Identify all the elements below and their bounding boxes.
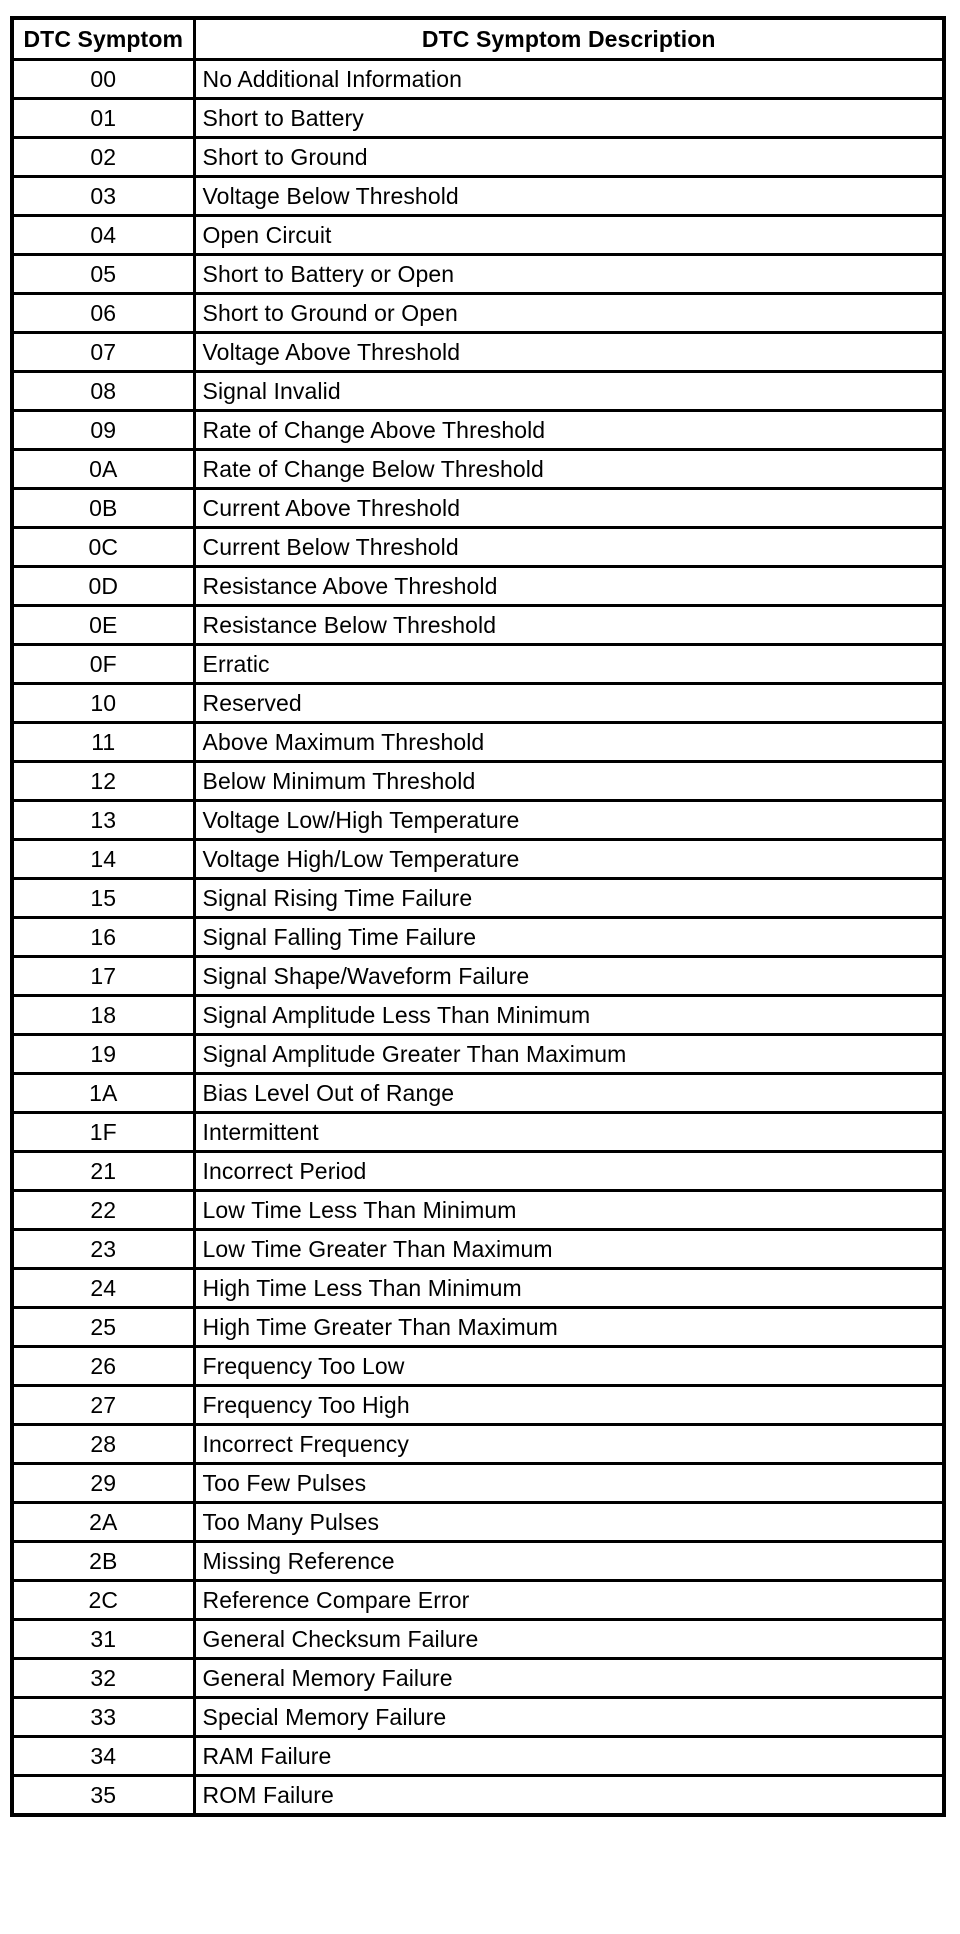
table-row (12, 216, 944, 255)
dtc-symptom-description: High Time Less Than Minimum (194, 1269, 944, 1308)
dtc-symptom-code: 03 (12, 177, 194, 216)
dtc-symptom-description: High Time Greater Than Maximum (194, 1308, 944, 1347)
table-row (12, 918, 944, 957)
table-row (12, 1776, 944, 1816)
dtc-symptom-code: 1A (12, 1074, 194, 1113)
dtc-symptom-code: 32 (12, 1659, 194, 1698)
dtc-symptom-code: 14 (12, 840, 194, 879)
dtc-symptom-code: 17 (12, 957, 194, 996)
dtc-symptom-code: 12 (12, 762, 194, 801)
table-row (12, 1074, 944, 1113)
table-row (12, 957, 944, 996)
dtc-symptom-description: RAM Failure (194, 1737, 944, 1776)
table-row (12, 411, 944, 450)
table-row (12, 1347, 944, 1386)
dtc-symptom-description: Signal Invalid (194, 372, 944, 411)
dtc-symptom-description: No Additional Information (194, 60, 944, 99)
table-body (12, 60, 944, 1816)
table-row (12, 1425, 944, 1464)
table-row (12, 450, 944, 489)
dtc-symptom-code: 27 (12, 1386, 194, 1425)
dtc-symptom-description: Below Minimum Threshold (194, 762, 944, 801)
dtc-symptom-description: Signal Falling Time Failure (194, 918, 944, 957)
dtc-symptom-description: Voltage Above Threshold (194, 333, 944, 372)
dtc-symptom-code: 31 (12, 1620, 194, 1659)
dtc-symptom-description: General Checksum Failure (194, 1620, 944, 1659)
dtc-symptom-description: Voltage High/Low Temperature (194, 840, 944, 879)
dtc-symptom-code: 06 (12, 294, 194, 333)
table-row (12, 1230, 944, 1269)
table-row (12, 60, 944, 99)
dtc-symptom-code: 22 (12, 1191, 194, 1230)
table-row (12, 1308, 944, 1347)
table-row (12, 1737, 944, 1776)
table-row (12, 489, 944, 528)
dtc-symptom-code: 15 (12, 879, 194, 918)
table-row (12, 138, 944, 177)
dtc-symptom-description: Short to Ground (194, 138, 944, 177)
dtc-symptom-description: Reserved (194, 684, 944, 723)
dtc-symptom-description: Bias Level Out of Range (194, 1074, 944, 1113)
dtc-symptom-code: 0A (12, 450, 194, 489)
table-row (12, 1698, 944, 1737)
dtc-symptom-code: 04 (12, 216, 194, 255)
dtc-symptom-code: 16 (12, 918, 194, 957)
table-row (12, 528, 944, 567)
table-row (12, 333, 944, 372)
table-row (12, 606, 944, 645)
dtc-symptom-code: 08 (12, 372, 194, 411)
dtc-symptom-description: General Memory Failure (194, 1659, 944, 1698)
dtc-symptom-description: Special Memory Failure (194, 1698, 944, 1737)
dtc-symptom-description: Above Maximum Threshold (194, 723, 944, 762)
header-dtc-symptom: DTC Symptom (12, 18, 194, 60)
dtc-symptom-code: 25 (12, 1308, 194, 1347)
table-row (12, 1620, 944, 1659)
table-row (12, 99, 944, 138)
table-row (12, 801, 944, 840)
dtc-symptom-code: 0C (12, 528, 194, 567)
dtc-symptom-description: Incorrect Frequency (194, 1425, 944, 1464)
dtc-symptom-description: Resistance Below Threshold (194, 606, 944, 645)
dtc-symptom-code: 07 (12, 333, 194, 372)
dtc-symptom-code: 1F (12, 1113, 194, 1152)
dtc-symptom-code: 09 (12, 411, 194, 450)
dtc-symptom-description: Short to Battery (194, 99, 944, 138)
table-row (12, 1464, 944, 1503)
dtc-symptom-description: Current Below Threshold (194, 528, 944, 567)
dtc-symptom-code: 0F (12, 645, 194, 684)
dtc-symptom-code: 23 (12, 1230, 194, 1269)
dtc-symptom-code: 00 (12, 60, 194, 99)
table-row (12, 294, 944, 333)
dtc-symptom-description: Too Many Pulses (194, 1503, 944, 1542)
dtc-symptom-description: Rate of Change Above Threshold (194, 411, 944, 450)
dtc-symptom-description: Short to Battery or Open (194, 255, 944, 294)
header-row (12, 18, 944, 60)
dtc-symptom-description: Too Few Pulses (194, 1464, 944, 1503)
dtc-symptom-code: 2B (12, 1542, 194, 1581)
table-row (12, 840, 944, 879)
dtc-symptom-code: 0D (12, 567, 194, 606)
dtc-symptom-code: 26 (12, 1347, 194, 1386)
table-row (12, 1035, 944, 1074)
dtc-symptom-code: 2C (12, 1581, 194, 1620)
dtc-symptom-description: Low Time Greater Than Maximum (194, 1230, 944, 1269)
table-row (12, 177, 944, 216)
dtc-symptom-description: Reference Compare Error (194, 1581, 944, 1620)
table-row (12, 1113, 944, 1152)
dtc-symptom-description: Signal Amplitude Greater Than Maximum (194, 1035, 944, 1074)
dtc-symptom-code: 02 (12, 138, 194, 177)
dtc-symptom-code: 10 (12, 684, 194, 723)
table-row (12, 372, 944, 411)
dtc-symptom-description: Current Above Threshold (194, 489, 944, 528)
dtc-symptom-description: Signal Shape/Waveform Failure (194, 957, 944, 996)
table-row (12, 723, 944, 762)
dtc-symptom-description: Intermittent (194, 1113, 944, 1152)
dtc-symptom-code: 11 (12, 723, 194, 762)
dtc-symptom-description: Voltage Low/High Temperature (194, 801, 944, 840)
table-row (12, 879, 944, 918)
table-row (12, 684, 944, 723)
dtc-symptom-code: 34 (12, 1737, 194, 1776)
dtc-symptom-description: Frequency Too Low (194, 1347, 944, 1386)
dtc-symptom-table (10, 16, 946, 1817)
dtc-symptom-description: Erratic (194, 645, 944, 684)
table-row (12, 1659, 944, 1698)
dtc-symptom-code: 0E (12, 606, 194, 645)
dtc-symptom-code: 24 (12, 1269, 194, 1308)
dtc-symptom-code: 19 (12, 1035, 194, 1074)
table-row (12, 1542, 944, 1581)
table-row (12, 645, 944, 684)
dtc-symptom-code: 29 (12, 1464, 194, 1503)
dtc-symptom-code: 33 (12, 1698, 194, 1737)
dtc-symptom-description: Short to Ground or Open (194, 294, 944, 333)
table-row (12, 1581, 944, 1620)
dtc-symptom-code: 05 (12, 255, 194, 294)
table-row (12, 567, 944, 606)
dtc-symptom-description: Signal Rising Time Failure (194, 879, 944, 918)
dtc-symptom-code: 21 (12, 1152, 194, 1191)
table-row (12, 1386, 944, 1425)
table-row (12, 1503, 944, 1542)
dtc-symptom-description: Rate of Change Below Threshold (194, 450, 944, 489)
table-row (12, 255, 944, 294)
dtc-symptom-description: ROM Failure (194, 1776, 944, 1816)
table-row (12, 996, 944, 1035)
table-row (12, 1152, 944, 1191)
dtc-symptom-code: 28 (12, 1425, 194, 1464)
dtc-symptom-description: Incorrect Period (194, 1152, 944, 1191)
dtc-symptom-description: Frequency Too High (194, 1386, 944, 1425)
dtc-symptom-code: 13 (12, 801, 194, 840)
table-row (12, 762, 944, 801)
dtc-symptom-code: 18 (12, 996, 194, 1035)
dtc-symptom-code: 0B (12, 489, 194, 528)
dtc-symptom-description: Missing Reference (194, 1542, 944, 1581)
dtc-symptom-description: Resistance Above Threshold (194, 567, 944, 606)
dtc-symptom-description: Open Circuit (194, 216, 944, 255)
dtc-symptom-code: 01 (12, 99, 194, 138)
dtc-symptom-code: 35 (12, 1776, 194, 1816)
dtc-symptom-description: Signal Amplitude Less Than Minimum (194, 996, 944, 1035)
table-row (12, 1269, 944, 1308)
dtc-symptom-code: 2A (12, 1503, 194, 1542)
header-dtc-symptom-description: DTC Symptom Description (194, 18, 944, 60)
table-row (12, 1191, 944, 1230)
dtc-symptom-description: Voltage Below Threshold (194, 177, 944, 216)
dtc-symptom-description: Low Time Less Than Minimum (194, 1191, 944, 1230)
table-header (12, 18, 944, 60)
